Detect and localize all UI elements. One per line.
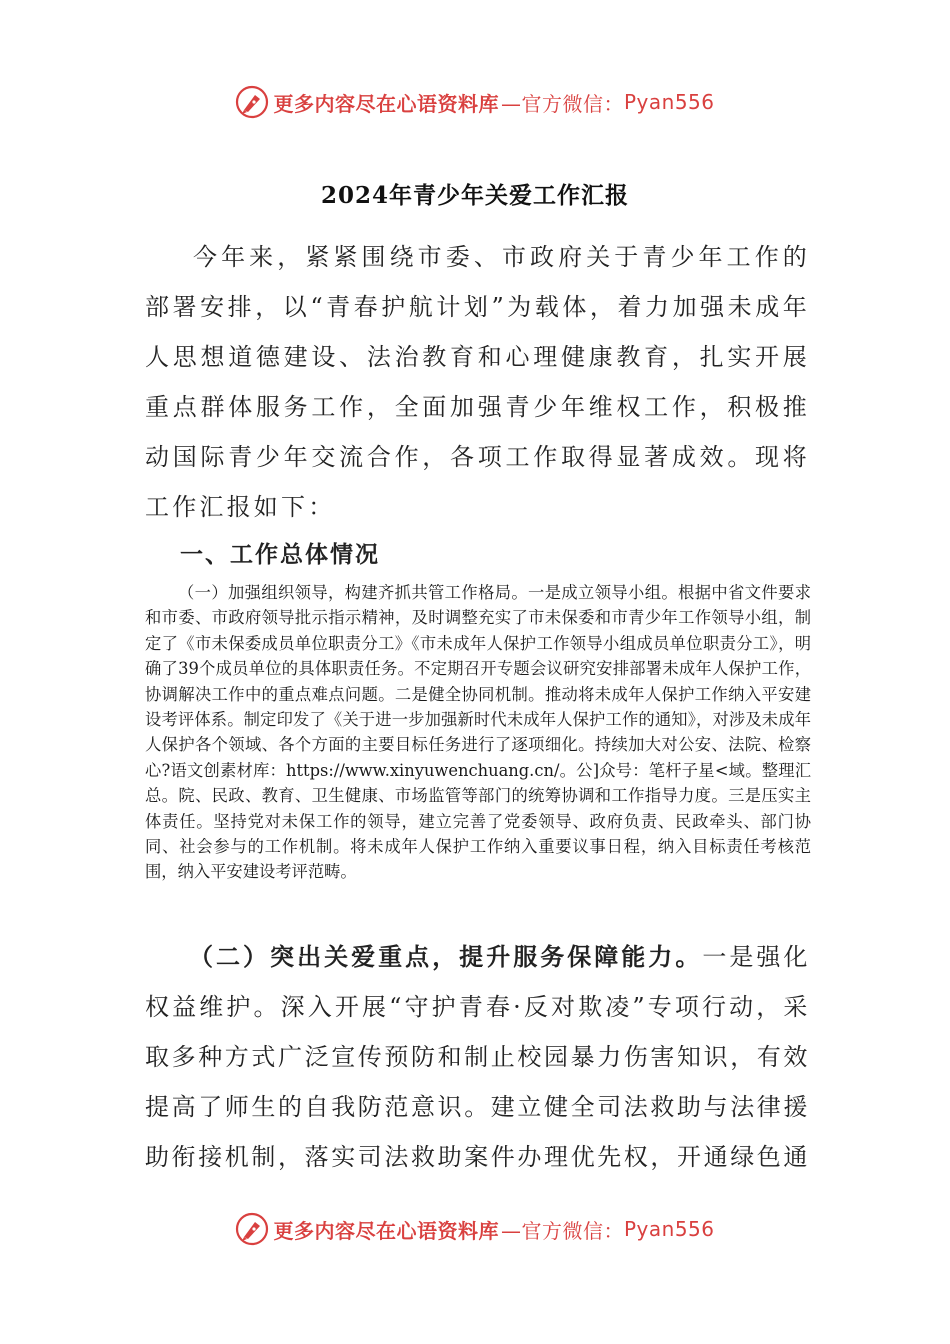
header-banner-separator: —官方微信： xyxy=(500,91,624,116)
footer-banner-separator: —官方微信： xyxy=(500,1218,624,1243)
section-heading-1: 一、工作总体情况 xyxy=(180,542,380,568)
pen-nib-logo-icon xyxy=(235,1212,269,1246)
footer-banner xyxy=(0,1209,950,1249)
header-banner-wechat: Pyan556 xyxy=(623,90,715,114)
section1-paragraph-2 xyxy=(145,932,810,1182)
pen-nib-logo-icon xyxy=(235,85,269,119)
footer-banner-wechat: Pyan556 xyxy=(623,1217,715,1241)
intro-paragraph: 今年来，紧紧围绕市委、市政府关于青少年工作的部署安排，以“青春护航计划”为载体，着力加强未成年人思想道德建设、法治教育和心理健康教育，扎实开展重点群体服务工作，全面加强青少年维权工作，积极推动国际青少年交流合作，各项工作取得显著成效。现将工作汇报如下： xyxy=(145,243,810,521)
header-banner xyxy=(0,82,950,122)
section1-paragraph-1: （一）加强组织领导，构建齐抓共管工作格局。一是成立领导小组。根据中省文件要求和市委、市政府领导批示指示精神，及时调整充实了市未保委和市青少年工作领导小组，制定了《市未保委成员单位职责分工》《市未成年人保护工作领导小组成员单位职责分工》，明确了39个成员单位的具体职责任务。不定期召开专题会议研究安排部署未成年人保护工作，协调解决工作中的重点难点问题。二是健全协同机制。推动将未成年人保护工作纳入平安建设考评体系。制定印发了《关于进一步加强新时代未成年人保护工作的通知》，对涉及未成年人保护各个领域、各个方面的主要目标任务进行了逐项细化。持续加大对公安、法院、检察心?语文创素材库：https://www.xinyuwenchuang.cn/。公]众号：笔杆子星<域。整理汇总。院、民政、教育、卫生健康、市场监管等部门的统筹协调和工作指导力度。三是压实主体责任。坚持党对未保工作的领导，建立完善了党委领导、政府负责、民政牵头、部门协同、社会参与的工作机制。将未成年人保护工作纳入重要议事日程，纳入目标责任考核范围，纳入平安建设考评范畴。 xyxy=(145,583,811,882)
paragraph-2-lead: （二）突出关爱重点，提升服务保障能力。 xyxy=(189,943,703,971)
footer-banner-text: 更多内容尽在心语资料库 xyxy=(273,1218,499,1243)
document-title: 2024年青少年关爱工作汇报 xyxy=(320,182,629,209)
paragraph-2-body: 一是强化权益维护。深入开展“守护青春·反对欺凌”专项行动，采取多种方式广泛宣传预防和制止校园暴力伤害知识，有效提高了师生的自我防范意识。建立健全司法救助与法律援助衔接机制，落实司法救助案件办理优先权，开通绿色通 xyxy=(145,943,810,1171)
header-banner-text: 更多内容尽在心语资料库 xyxy=(273,91,499,116)
